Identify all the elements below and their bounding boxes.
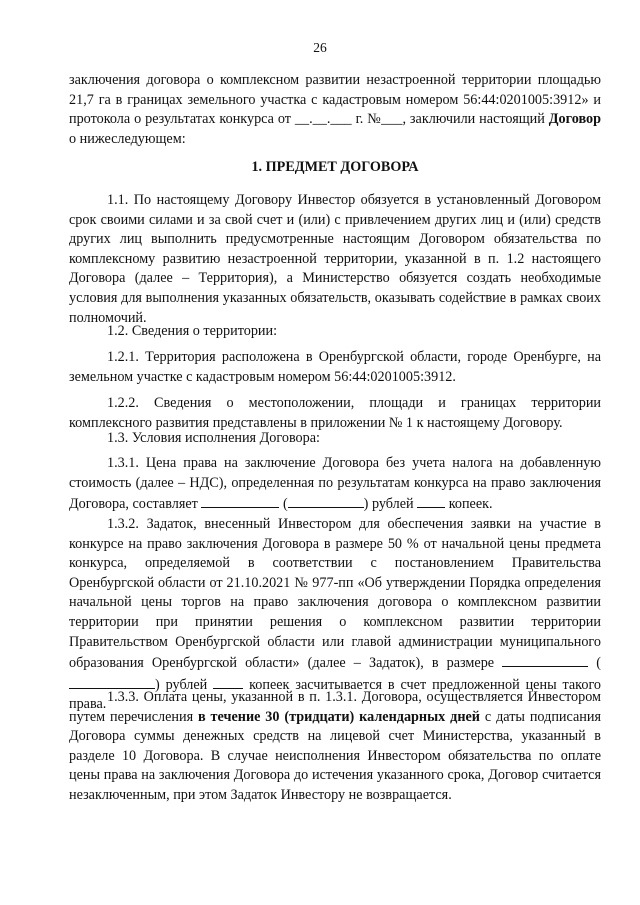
paragraph-1-1: 1.1. По настоящему Договору Инвестор обязуется в установленный Договором срок своими силами и за свой счет и (или) с привлечением других лиц и (или) средств других лиц выполнить предусмотренные настоящим Договором обязательства по комплексному развитию незастроенной территории, указанной в п. 1.2 настоящего Договора (далее – Территория), а Министерство обязуется создать необходимые условия для выполнения указанных обязательств, оказывать содействие в рамках своих полномочий. (69, 192, 601, 326)
intro-bold-contract: Договор (548, 111, 601, 128)
p133-text-1: 1.3.3. Оплата цены, указанной в п. 1.3.1. Договора, осуществляется Инвестором путем перечисления (69, 689, 601, 725)
p131-text-1: 1.3.1. Цена права на заключение Договора без учета налога на добавленную стоимость (далее – НДС), определенная по результатам конкурса на право заключения Договора, составляет (69, 455, 601, 513)
intro-paragraph (69, 71, 601, 149)
p133-text-2: с даты подписания Договора суммы денежных средств на лицевой счет Министерства, указанный в разделе 10 Договора. В случае неисполнения Инвестором обязательства по оплате цены права на заключения Договора до истечения указанного срока, Договор считается незаключенным, при этом Задаток Инвестору не возвращается. (69, 708, 601, 803)
p133-bold-term: в течение 30 (тридцати) календарных дней (198, 708, 480, 725)
price-blank (201, 493, 279, 508)
price-words-blank (288, 493, 364, 508)
p131-text-2: ( (279, 496, 288, 513)
intro-text-2: о нижеследующем: (69, 130, 186, 147)
intro-text-1: заключения договора о комплексном развитии незастроенной территории площадью 21,7 га в границах земельного участка с кадастровым номером 56:44:0201005:3912» и протокола о результатах конкурса от __.__.___ г. №___, заключили настоящий (69, 72, 601, 128)
paragraph-1-2-1: 1.2.1. Территория расположена в Оренбургской области, городе Оренбурге, на земельном участке с кадастровым номером 56:44:0201005:3912. (69, 349, 601, 385)
p131-text-4: копеек. (445, 496, 493, 513)
deposit-words-blank (69, 674, 155, 689)
section-heading: 1. ПРЕДМЕТ ДОГОВОРА (251, 159, 419, 175)
paragraph-1-3: 1.3. Условия исполнения Договора: (107, 430, 320, 446)
paragraph-1-3-1 (69, 454, 601, 515)
deposit-blank (502, 652, 588, 667)
paragraph-1-2-2: 1.2.2. Сведения о местоположении, площади и границах территории комплексного развития представлены в приложении № 1 к настоящему Договору. (69, 395, 601, 431)
page-number: 26 (313, 40, 327, 55)
paragraph-1-3-2 (69, 515, 601, 715)
paragraph-1-2: 1.2. Сведения о территории: (107, 323, 278, 339)
p132-text-4: копеек засчитывается в счет предложенной цены такого права. (69, 676, 602, 713)
p131-text-3: ) рублей (363, 496, 418, 513)
deposit-kopecks-blank (213, 674, 243, 689)
paragraph-1-3-3 (69, 688, 601, 806)
p132-text-3: ) рублей (155, 676, 214, 693)
p132-text-1: 1.3.2. Задаток, внесенный Инвестором для обеспечения заявки на участие в конкурсе на право заключения Договора в размере 50 % от начальной цены предмета конкурса, определяемой в соответствии с постановлением Правительства Оренбургской области от 21.10.2021 № 977-пп «Об утверждении Порядка определения начальной цены торгов на право заключения договора о комплексном развитии территории при принятии решения о комплексном развитии территории Правительством Оренбургской области или главой администрации муниципального образования Оренбургской области» (далее – Задаток), в размере (69, 516, 601, 672)
kopecks-blank (417, 493, 445, 508)
p132-text-2: ( (588, 655, 601, 672)
